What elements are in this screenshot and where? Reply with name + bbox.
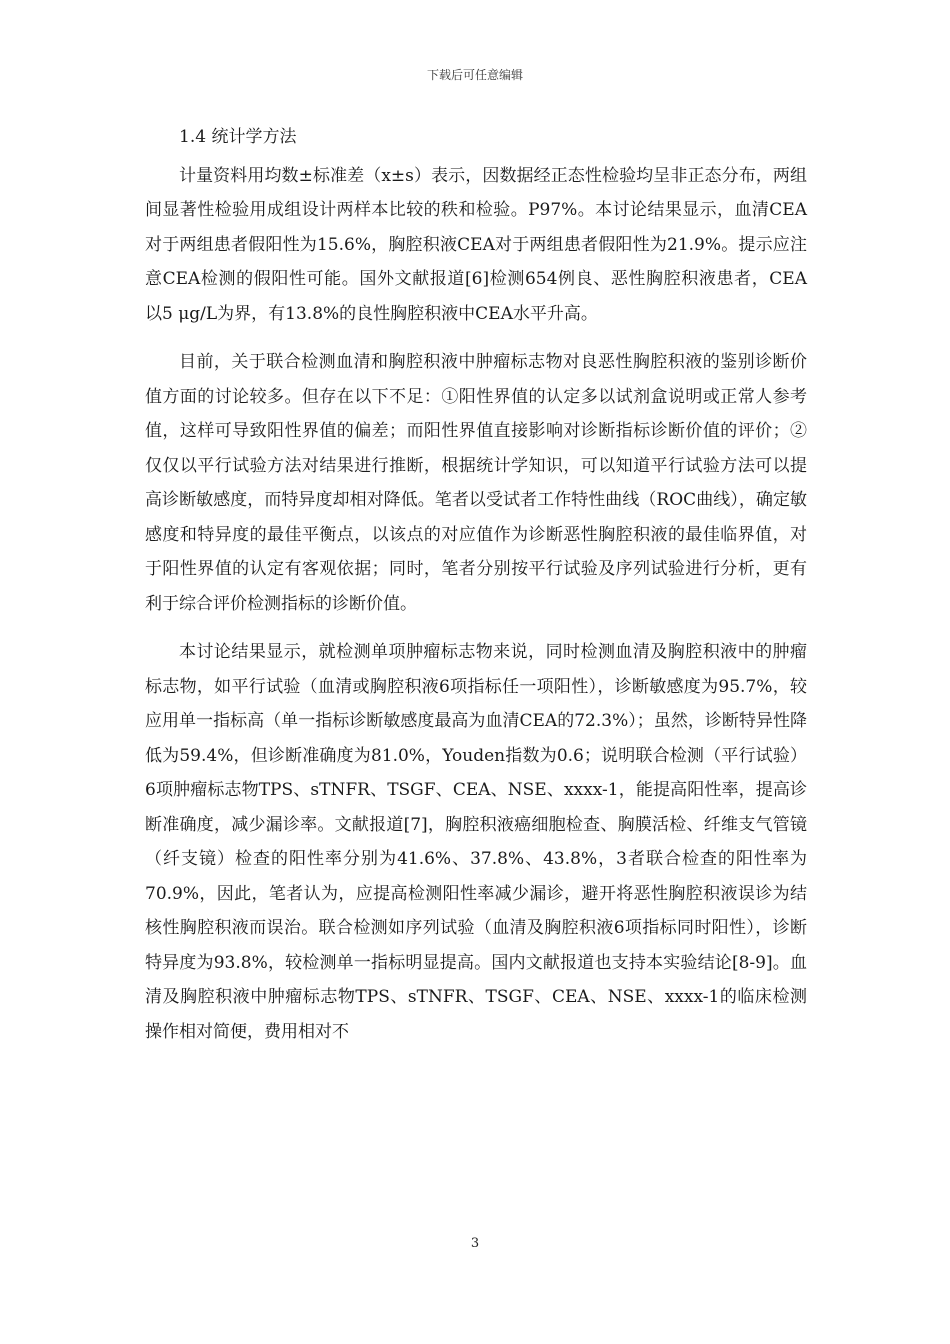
paragraph-results-discussion: 本讨论结果显示，就检测单项肿瘤标志物来说，同时检测血清及胸腔积液中的肿瘤标志物，如平行试验（血清或胸腔积液6项指标任一项阳性），诊断敏感度为95.7%，较应用单一指标高（单一指标诊断敏感度最高为血清CEA的72.3%）；虽然，诊断特异性降低为59.4%，但诊断准确度为81.0%，Youden指数为0.6；说明联合检测（平行试验）6项肿瘤标志物TPS、sTNFR、TSGF、CEA、NSE、xxxx-1，能提高阳性率，提高诊断准确度，减少漏诊率。文献报道[7]，胸腔积液癌细胞检查、胸膜活检、纤维支气管镜（纤支镜）检查的阳性率分别为41.6%、37.8%、43.8%，3者联合检查的阳性率为70.9%，因此，笔者认为，应提高检测阳性率减少漏诊，避开将恶性胸腔积液误诊为结核性胸腔积液而误治。联合检测如序列试验（血清及胸腔积液6项指标同时阳性），诊断特异度为93.8%，较检测单一指标明显提高。国内文献报道也支持本实验结论[8-9]。血清及胸腔积液中肿瘤标志物TPS、sTNFR、TSGF、CEA、NSE、xxxx-1的临床检测操作相对简便，费用相对不: [145, 642, 807, 1042]
page-header-note: 下载后可任意编辑: [426, 68, 523, 82]
page-number: 3: [470, 1236, 480, 1251]
document-body: [145, 120, 807, 1063]
section-heading: 1.4 统计学方法: [179, 127, 297, 147]
paragraph-current-research: 目前，关于联合检测血清和胸腔积液中肿瘤标志物对良恶性胸腔积液的鉴别诊断价值方面的讨论较多。但存在以下不足：①阳性界值的认定多以试剂盒说明或正常人参考值，这样可导致阳性界值的偏差；而阳性界值直接影响对诊断指标诊断价值的评价；②仅仅以平行试验方法对结果进行推断，根据统计学知识，可以知道平行试验方法可以提高诊断敏感度，而特异度却相对降低。笔者以受试者工作特性曲线（ROC曲线），确定敏感度和特异度的最佳平衡点，以该点的对应值作为诊断恶性胸腔积液的最佳临界值，对于阳性界值的认定有客观依据；同时，笔者分别按平行试验及序列试验进行分析，更有利于综合评价检测指标的诊断价值。: [145, 352, 807, 614]
paragraph-statistics: 计量资料用均数±标准差（x±s）表示，因数据经正态性检验均呈非正态分布，两组间显著性检验用成组设计两样本比较的秩和检验。P97%。本讨论结果显示，血清CEA对于两组患者假阳性为15.6%，胸腔积液CEA对于两组患者假阳性为21.9%。提示应注意CEA检测的假阳性可能。国外文献报道[6]检测654例良、恶性胸腔积液患者，CEA 以5 μg/L为界，有13.8%的良性胸腔积液中CEA水平升高。: [145, 165, 807, 324]
